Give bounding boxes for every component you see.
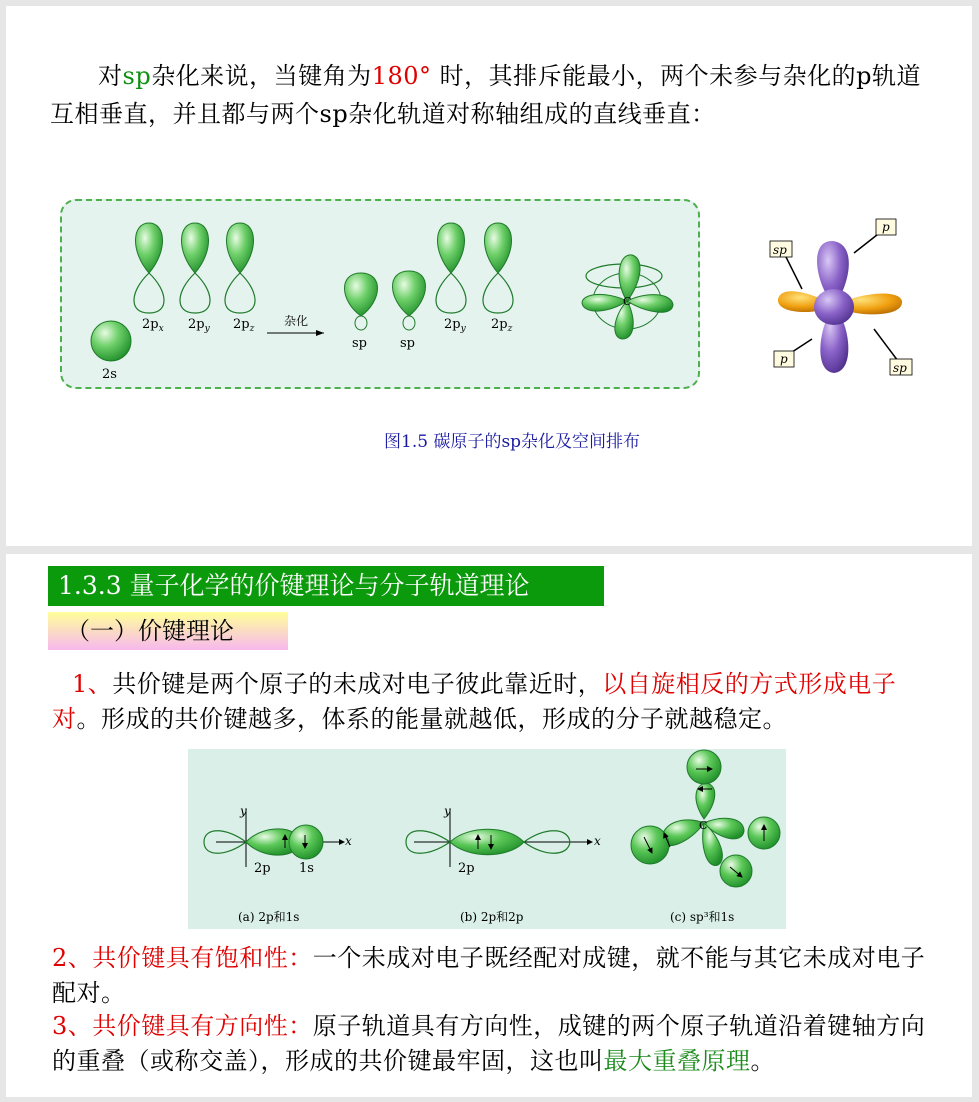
axis-x-label: x [594,834,601,848]
point-3-emphasis: 最大重叠原理 [603,1047,751,1075]
para-text: 对 [98,62,123,90]
label-2px: $2p_x$ [142,317,164,334]
model-label-sp-top: sp [773,243,787,257]
label-right-2py: $2p_y$ [444,317,466,334]
label-carbon: C [623,295,632,308]
model-label-p-bottom: p [780,352,788,366]
point-1-text: 共价键是两个原子的未成对电子彼此靠近时， [112,670,603,698]
label-2p: 2p [254,861,271,876]
section-title: 1.3.3 量子化学的价键理论与分子轨道理论 [48,566,604,606]
label-carbon: C [699,819,708,832]
label-sp-2: sp [400,336,415,351]
para-sp-term: sp [122,62,152,90]
arrow-head-icon [316,330,324,336]
label-2s: 2s [102,367,117,382]
point-1-emphasis: 以自旋相反的方式形成电子对 [52,670,897,733]
2py-orbital [180,223,210,313]
para-text: 时，其排斥能最小，两个未参与杂化的p轨道互相垂直，并且都与两个sp杂化轨道对称轴组成的直线垂直： [50,62,921,128]
point-1-number: 1、 [72,670,113,698]
label-2p: 2p [458,861,475,876]
hybridization-label: 杂化 [284,314,309,328]
para-angle-value: 180° [371,62,432,90]
subsection-title: （一）价键理论 [48,612,288,650]
para-text: 杂化来说，当键角为 [151,62,372,90]
sp-spatial-arrangement [582,255,673,339]
label-2py: $2p_y$ [188,317,210,334]
slide-1 [6,6,972,546]
sp-hybridization-paragraph [50,57,940,133]
orbital-overlap-figure [188,749,786,929]
axis-y-label: y [240,804,247,818]
2pz-orbital [225,223,255,313]
figure-caption: 图1.5 碳原子的sp杂化及空间排布 [384,432,641,452]
caption-a: (a) 2p和1s [238,910,300,924]
sp-3d-orbital-model [762,211,918,383]
orbital-overlap-diagram [188,749,786,929]
point-3-text: 原子轨道具有方向性，成键的两个原子轨道沿着键轴方向的重叠（或称交盖），形成的共价键最牢固，这也叫 [52,1012,926,1075]
axis-y-label: y [444,804,451,818]
point-2-heading: 2、共价键具有饱和性： [52,944,313,972]
overlap-2p-1s [204,804,352,924]
axis-x-label: x [345,834,352,848]
model-label-p-top: p [882,220,890,234]
label-sp-1: sp [352,336,367,351]
point-3-paragraph [52,1009,932,1079]
label-right-2pz: $2p_z$ [491,317,513,334]
point-1-paragraph [52,667,932,737]
overlap-sp3-1s [631,750,780,924]
sp-hybridization-figure [60,199,700,389]
label-1s: 1s [299,861,314,876]
sp-hybridization-diagram [62,201,698,387]
sp-orbital-2 [392,271,425,330]
2py-unhybridized-orbital [436,223,466,313]
point-3-heading: 3、共价键具有方向性： [52,1012,313,1040]
point-2-paragraph [52,941,932,1011]
caption-b: (b) 2p和2p [460,910,524,924]
2pz-unhybridized-orbital [483,223,513,313]
overlap-2p-2p [406,804,601,924]
point-1-text-rest: 。形成的共价键越多，体系的能量就越低，形成的分子就越稳定。 [76,705,787,733]
caption-c: (c) sp³和1s [670,910,735,924]
2s-orbital [91,321,131,361]
2px-orbital [134,223,164,313]
model-label-sp-bottom: sp [893,361,907,375]
label-2pz: $2p_z$ [233,317,255,334]
point-2-text: 一个未成对电子既经配对成键，就不能与其它未成对电子配对。 [52,944,926,1007]
point-3-end: 。 [750,1047,775,1075]
slide-2 [6,554,972,1097]
sp-orbital-1 [344,273,377,330]
